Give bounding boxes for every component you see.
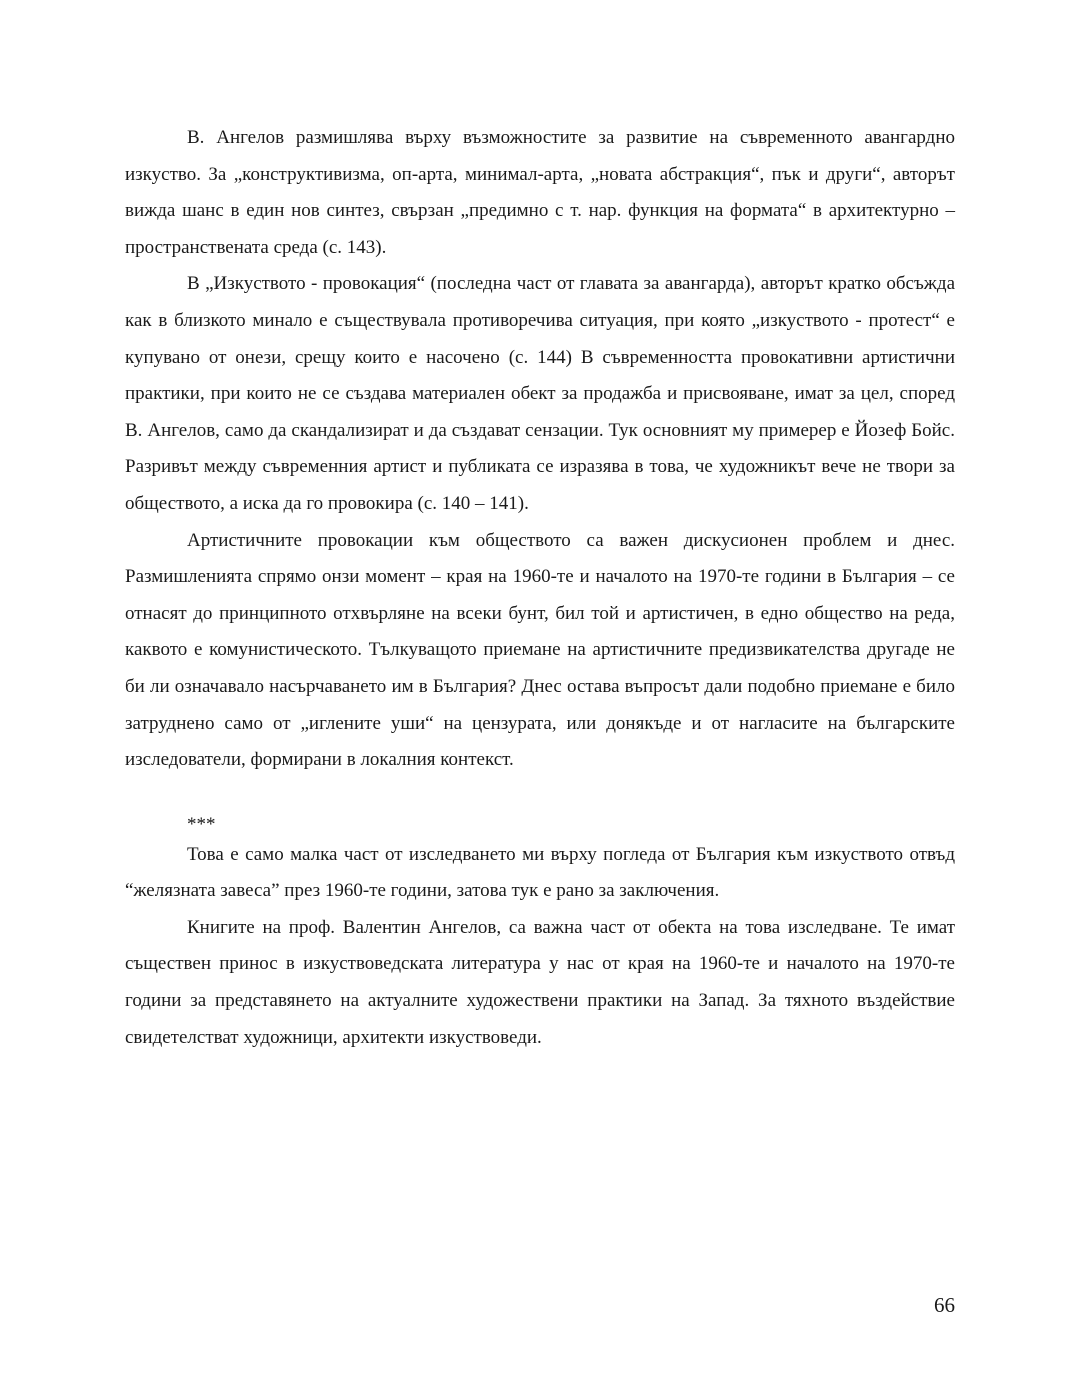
paragraph-research-scope: Това е само малка част от изследването ми върху погледа от България към изкуството отвъд “желязната завеса” през 1960-те години, затова тук е рано за заключения. — [125, 843, 955, 902]
document-body — [125, 120, 955, 1056]
paragraph-art-as-provocation: В „Изкуството - провокация“ (последна част от главата за авангарда), авторът кратко обсъжда как в близкото минало е съществувала противоречива ситуация, при която „изкуството - протест“ е купувано от онези, срещу които е насочено (с. 144) В съвременността провокативни артистични практики, при които не се създава материален обект за продажба и присвояване, имат за цел, според В. Ангелов, само да скандализират и да създават сензации. Тук основният му примерер е Йозеф Бойс. Разривът между съвременния артист и публиката се изразява в това, че художникът вече не твори за обществото, а иска да го провокира (с. 140 – 141). — [125, 273, 955, 514]
paragraph-artistic-provocations-today: Артистичните провокации към обществото са важен дискусионен проблем и днес. Размишленията спрямо онзи момент – края на 1960-те и началото на 1970-те години в България – се отнасят до принципното отхвърляне на всеки бунт, бил той и артистичен, в едно общество на реда, каквото е комунистическото. Тълкуващото приемане на артистичните предизвикателства другаде не би ли означавало насърчаването им в България? Днес остава въпросът дали подобно приемане е било затруднено само от „иглените уши“ на цензурата, или донякъде и от нагласите на българските изследователи, формирани в локалния контекст. — [125, 529, 955, 771]
paragraph-angelov-books-contribution: Книгите на проф. Валентин Ангелов, са важна част от обекта на това изследване. Те имат съществен принос в изкуствоведската литература у нас от края на 1960-те и началото на 1970-те години за представянето на актуалните художествени практики на Запад. За тяхното въздействие свидетелстват художници, архитекти изкуствоведи. — [125, 916, 955, 1048]
section-separator: *** — [187, 813, 216, 835]
paragraph-angelov-avant-garde-synthesis: В. Ангелов размишлява върху възможностите за развитие на съвременното авангардно изкуство. За „конструктивизма, оп-арта, минимал-арта, „новата абстракция“, пък и други“, авторът вижда шанс в един нов синтез, свързан „предимно с т. нар. функция на формата“ в архитектурно – пространствената среда (с. 143). — [125, 127, 955, 258]
page-number: 66 — [934, 1293, 955, 1317]
